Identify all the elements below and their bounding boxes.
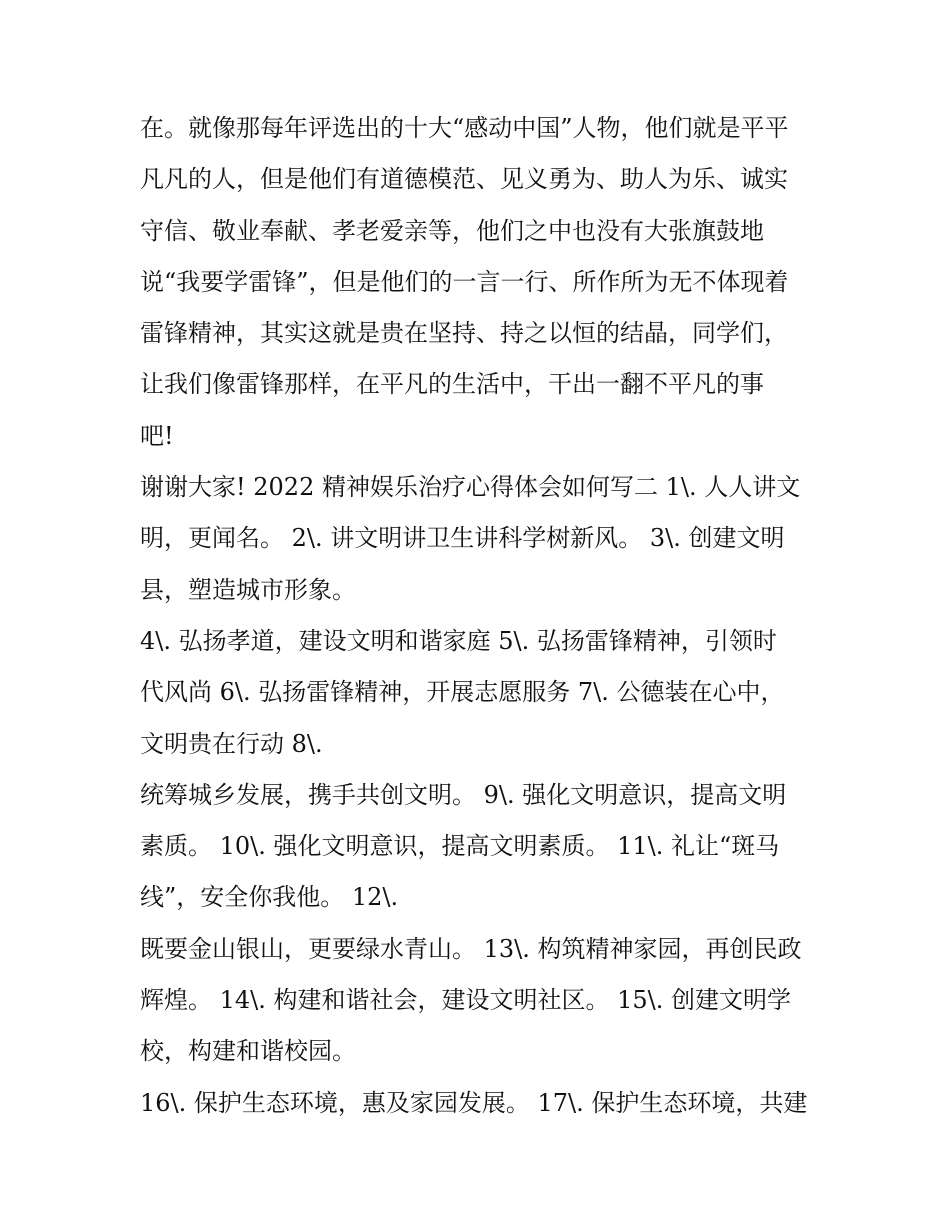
text-line: 文明贵在行动 8\. [140, 729, 323, 758]
text-line: 16\. 保护生态环境，惠及家园发展。 17\. 保护生态环境，共建 [140, 1088, 808, 1117]
text-line: 雷锋精神，其实这就是贵在坚持、持之以恒的结晶，同学们， [140, 319, 788, 348]
text-line: 既要金山银山，更要绿水青山。 13\. 构筑精神家园，再创民政 [140, 934, 802, 963]
text-line: 代风尚 6\. 弘扬雷锋精神，开展志愿服务 7\. 公德装在心中， [140, 678, 785, 707]
text-line: 4\. 弘扬孝道，建设文明和谐家庭 5\. 弘扬雷锋精神，引领时 [140, 626, 777, 655]
text-line: 说“我要学雷锋”，但是他们的一言一行、所作所为无不体现着 [140, 267, 789, 296]
text-line: 县，塑造城市形象。 [140, 575, 356, 604]
text-line: 守信、敬业奉献、孝老爱亲等，他们之中也没有大张旗鼓地 [140, 216, 764, 245]
text-line: 辉煌。 14\. 构建和谐社会，建设文明社区。 15\. 创建文明学 [140, 986, 792, 1015]
text-line: 素质。 10\. 强化文明意识，提高文明素质。 11\. 礼让“斑马 [140, 832, 780, 861]
text-line: 谢谢大家! 2022 精神娱乐治疗心得体会如何写二 1\. 人人讲文 [140, 473, 801, 502]
text-line: 凡凡的人，但是他们有道德模范、见义勇为、助人为乐、诚实 [140, 165, 788, 194]
text-line: 明，更闻名。 2\. 讲文明讲卫生讲科学树新风。 3\. 创建文明 [140, 524, 785, 553]
text-line: 线”，安全你我他。 12\. [140, 883, 399, 912]
text-line: 校，构建和谐校园。 [140, 1037, 356, 1066]
text-line: 吧! [140, 421, 174, 450]
text-line: 统筹城乡发展，携手共创文明。 9\. 强化文明意识，提高文明 [140, 780, 787, 809]
text-line: 让我们像雷锋那样，在平凡的生活中，干出一翻不平凡的事 [140, 370, 764, 399]
body-text [140, 103, 820, 1129]
text-line: 在。就像那每年评选出的十大“感动中国”人物，他们就是平平 [140, 114, 789, 142]
